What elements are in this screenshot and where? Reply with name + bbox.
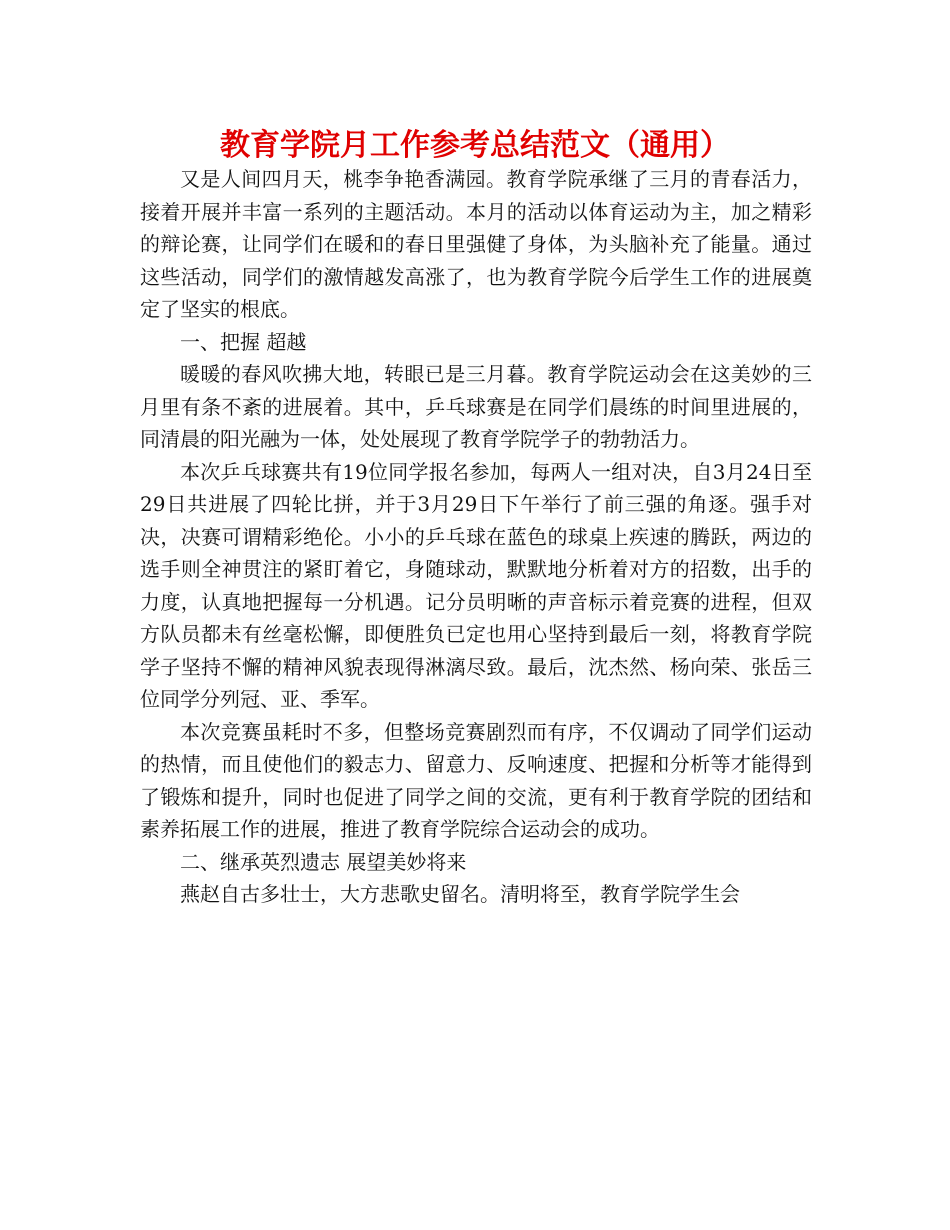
section-heading-1: 一、把握 超越: [180, 329, 307, 354]
paragraph-intro: 又是人间四月天，桃李争艳香满园。教育学院承继了三月的青春活力，接着开展并丰富一系列的主题活动。本月的活动以体育运动为主，加之精彩的辩论赛，让同学们在暖和的春日里强健了身体，为头脑补充了能量。通过这些活动，同学们的激情越发高涨了，也为教育学院今后学生工作的进展奠定了坚实的根底。: [140, 167, 812, 321]
paragraph-qingming: 燕赵自古多壮士，大方悲歌史留名。清明将至，教育学院学生会: [180, 882, 740, 906]
paragraph-table-tennis: 本次乒乓球赛共有19位同学报名参加，每两人一组对决，自3月24日至29日共进展了四轮比拼，并于3月29日下午举行了前三强的角逐。强手对决，决赛可谓精彩绝伦。小小的乒乓球在蓝色的球桌上疾速的腾跃，两边的选手则全神贯注的紧盯着它，身随球动，默默地分析着对方的招数，出手的力度，认真地把握每一分机遇。记分员明晰的声音标示着竞赛的进程，但双方队员都未有丝毫松懈，即便胜负已定也用心坚持到最后一刻，将教育学院学子坚持不懈的精神风貌表现得淋漓尽致。最后，沈杰然、杨向荣、张岳三位同学分列冠、亚、季军。: [140, 459, 812, 711]
section-heading-2: 二、继承英烈遗志 展望美妙将来: [180, 849, 467, 874]
document-body: [140, 163, 812, 911]
document-title: 教育学院月工作参考总结范文（通用）: [220, 128, 730, 163]
paragraph-spring-sports: 暖暖的春风吹拂大地，转眼已是三月暮。教育学院运动会在这美妙的三月里有条不紊的进展着。其中，乒乓球赛是在同学们晨练的时间里进展的，同清晨的阳光融为一体，处处展现了教育学院学子的勃勃活力。: [140, 362, 812, 451]
paragraph-competition-summary: 本次竞赛虽耗时不多，但整场竞赛剧烈而有序，不仅调动了同学们运动的热情，而且使他们的毅志力、留意力、反响速度、把握和分析等才能得到了锻炼和提升，同时也促进了同学之间的交流，更有利于教育学院的团结和素养拓展工作的进展，推进了教育学院综合运动会的成功。: [140, 719, 812, 841]
